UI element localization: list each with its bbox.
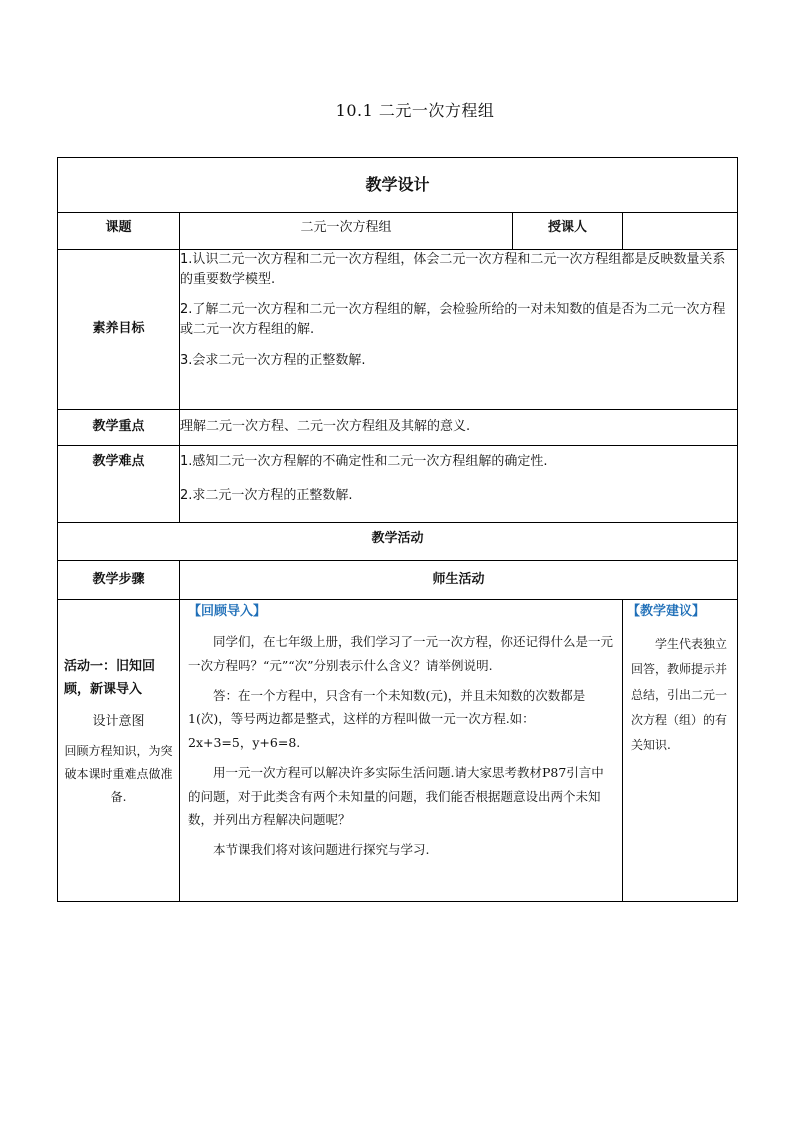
activity1-paragraph: 答：在一个方程中，只含有一个未知数(元)，并且未知数的次数都是1(次)，等号两边都是整式，这样的方程叫做一元一次方程.如： — [188, 687, 586, 727]
activity1-paragraph: 用一元一次方程可以解决许多实际生活问题.请大家思考教材P87引言中的问题，对于此类含有两个未知量的问题，我们能否根据题意设出两个未知数，并列出方程解决问题呢？ — [188, 764, 604, 828]
review-intro-tag: 【回顾导入】 — [188, 604, 267, 619]
steps-label: 教学步骤 — [58, 561, 180, 600]
design-intent-text: 回顾方程知识，为突破本课时重难点做准备. — [64, 743, 173, 804]
activities-header: 教学活动 — [58, 523, 738, 561]
activity1-interaction-cell — [180, 600, 623, 902]
goals-label: 素养目标 — [58, 250, 180, 410]
table-header: 教学设计 — [58, 158, 738, 213]
goal-item: 3.会求二元一次方程的正整数解. — [180, 352, 366, 368]
difficulty-item: 2.求二元一次方程的正整数解. — [180, 488, 353, 504]
activity1-steps-cell — [58, 600, 180, 902]
difficulty-cell — [180, 446, 738, 523]
design-intent-label: 设计意图 — [92, 713, 145, 729]
lesson-plan-table — [57, 157, 738, 902]
teacher-label: 授课人 — [513, 213, 623, 250]
goal-item: 1.认识二元一次方程和二元一次方程组，体会二元一次方程和二元一次方程组都是反映数量关系的重要数学模型. — [180, 252, 726, 288]
teaching-advice-tag: 【教学建议】 — [627, 604, 706, 619]
teacher-value — [623, 213, 738, 250]
activity1-paragraph: 本节课我们将对该问题进行探究与学习. — [213, 842, 430, 858]
activity1-equations: 2x+3=5，y+6=8. — [188, 735, 301, 751]
difficulty-item: 1.感知二元一次方程解的不确定性和二元一次方程组解的确定性. — [180, 454, 548, 469]
activity1-paragraph: 同学们，在七年级上册，我们学习了一元一次方程，你还记得什么是一元一次方程吗？“元”“次”分别表示什么含义？请举例说明. — [188, 634, 614, 673]
topic-value: 二元一次方程组 — [180, 213, 513, 250]
topic-label: 课题 — [58, 213, 180, 250]
teaching-advice-text: 学生代表独立回答，教师提示并总结，引出二元一次方程（组）的有关知识. — [631, 637, 728, 752]
key-point-label: 教学重点 — [58, 410, 180, 446]
teaching-advice-cell — [623, 600, 738, 902]
difficulty-label: 教学难点 — [58, 446, 180, 523]
document-title: 10.1 二元一次方程组 — [335, 101, 495, 120]
goals-cell — [180, 250, 738, 410]
activity1-title: 活动一：旧知回顾，新课导入 — [64, 659, 156, 698]
interaction-label: 师生活动 — [180, 561, 738, 600]
goal-item: 2.了解二元一次方程和二元一次方程组的解，会检验所给的一对未知数的值是否为二元一次方程或二元一次方程组的解. — [180, 302, 726, 338]
key-point-text: 理解二元一次方程、二元一次方程组及其解的意义. — [180, 410, 738, 446]
